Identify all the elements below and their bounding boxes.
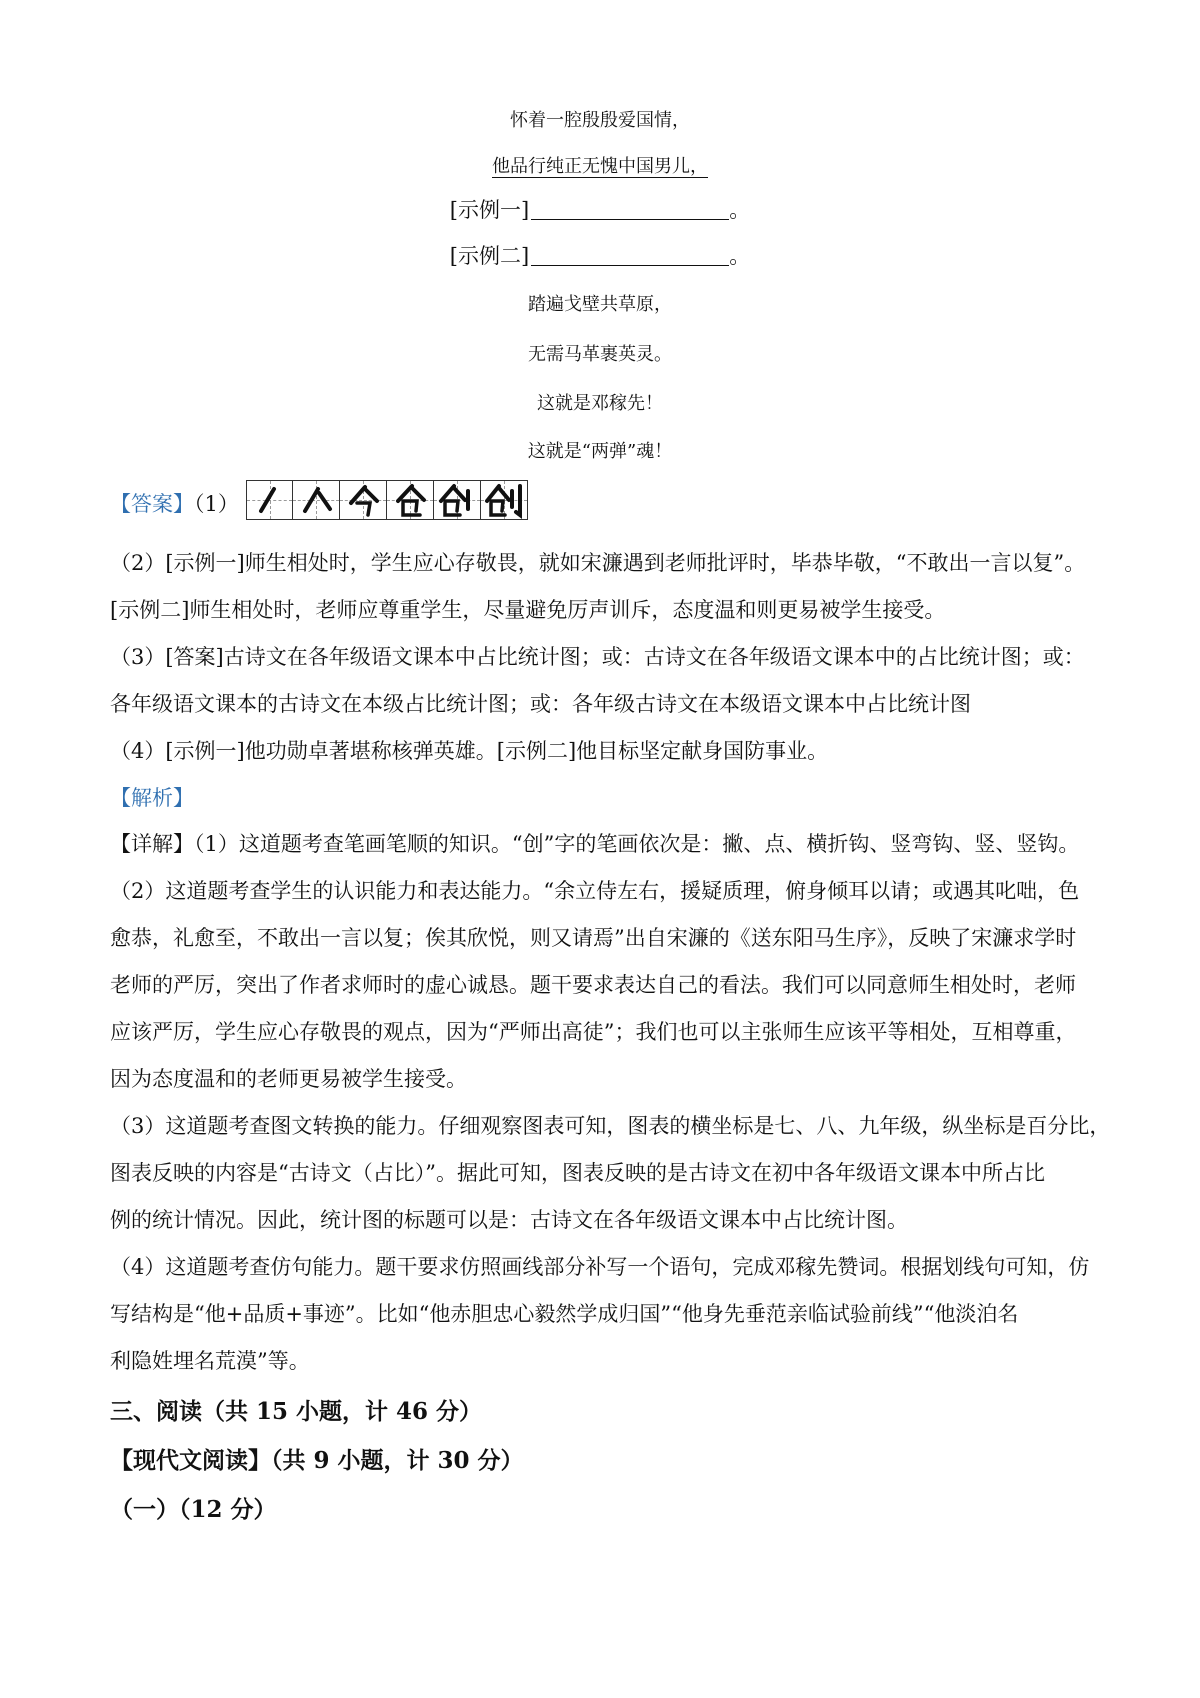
example-two-blank xyxy=(531,245,729,266)
stroke-step-6 xyxy=(481,480,528,520)
poem-line-2 xyxy=(0,152,1200,178)
example-two-label: [示例二] xyxy=(449,244,530,268)
example-one-label: [示例一] xyxy=(449,198,530,222)
answer-q3-a: （3）[答案]古诗文在各年级语文课本中占比统计图；或：古诗文在各年级语文课本中的占比统计图；或： xyxy=(110,645,1085,669)
stroke-step-4 xyxy=(387,480,434,520)
example-two-end: 。 xyxy=(729,244,751,268)
stroke-step-2 xyxy=(293,480,340,520)
analysis-p4-line: （4）这道题考查仿句能力。题干要求仿照画线部分补写一个语句，完成邓稼先赞词。根据划线句可知，仿 xyxy=(110,1255,1090,1279)
stroke-step-1 xyxy=(246,480,293,520)
section-subtitle: 【现代文阅读】（共 9 小题，计 30 分） xyxy=(110,1447,524,1474)
answer-q1 xyxy=(110,488,239,518)
section-title: 三、阅读（共 15 小题，计 46 分） xyxy=(110,1398,483,1425)
answer-label: 【答案】 xyxy=(110,492,194,516)
analysis-label: 【解析】 xyxy=(110,786,194,810)
section-part: （一）（12 分） xyxy=(110,1496,277,1523)
answer-q2-a: （2）[示例一]师生相处时，学生应心存敬畏，就如宋濂遇到老师批评时，毕恭毕敬，“不敢出一言以复”。 xyxy=(110,551,1086,575)
analysis-p2-line: 应该严厉，学生应心存敬畏的观点，因为“严师出高徒”；我们也可以主张师生应该平等相处，互相尊重， xyxy=(110,1020,1077,1044)
detail-label: 【详解】 xyxy=(110,832,194,856)
analysis-p2-line: 老师的严厉，突出了作者求师时的虚心诚恳。题干要求表达自己的看法。我们可以同意师生相处时，老师 xyxy=(110,973,1076,997)
answer-q3-b: 各年级语文课本的古诗文在本级占比统计图；或：各年级古诗文在本级语文课本中占比统计图 xyxy=(110,692,971,716)
analysis-p1 xyxy=(110,828,1079,858)
poem-line-6: 这就是“两弹”魂！ xyxy=(527,441,673,462)
poem-line-3: 踏遍戈壁共草原， xyxy=(528,294,672,315)
answer-q2-b: [示例二]师生相处时，老师应尊重学生，尽量避免厉声训斥，态度温和则更易被学生接受。 xyxy=(110,598,946,622)
poem-underlined-line: 他品行纯正无愧中国男儿， xyxy=(492,156,708,177)
stroke-step-3 xyxy=(340,480,387,520)
analysis-p2-line: （2）这道题考查学生的认识能力和表达能力。“余立侍左右，援疑质理，俯身倾耳以请；或遇其叱咄，色 xyxy=(110,879,1080,903)
analysis-p1-text: （1）这道题考查笔画笔顺的知识。“创”字的笔画依次是：撇、点、横折钩、竖弯钩、竖、竖钩。 xyxy=(194,832,1080,856)
example-one-blank xyxy=(531,199,729,220)
stroke-order-chuang-icon xyxy=(246,480,528,520)
poem-line-4: 无需马革裹英灵。 xyxy=(528,344,672,365)
answer-q4: （4）[示例一]他功勋卓著堪称核弹英雄。[示例二]他目标坚定献身国防事业。 xyxy=(110,739,829,763)
stroke-step-5 xyxy=(434,480,481,520)
analysis-p4-line: 写结构是“他+品质+事迹”。比如“他赤胆忠心毅然学成归国”“他身先垂范亲临试验前线”“他淡泊名 xyxy=(110,1302,1019,1326)
example-one-end: 。 xyxy=(729,198,751,222)
example-one-line xyxy=(0,194,1200,224)
analysis-p2-line: 因为态度温和的老师更易被学生接受。 xyxy=(110,1067,467,1091)
poem-line-1: 怀着一腔殷殷爱国情， xyxy=(510,110,690,131)
analysis-p3-line: 图表反映的内容是“古诗文（占比）”。据此可知，图表反映的是古诗文在初中各年级语文课本中所占比 xyxy=(110,1161,1045,1185)
analysis-p4-line: 利隐姓埋名荒漠”等。 xyxy=(110,1349,310,1373)
answer-q1-number: （1） xyxy=(194,492,239,516)
example-two-line xyxy=(0,240,1200,270)
poem-line-5: 这就是邓稼先！ xyxy=(537,393,663,414)
analysis-p2-line: 愈恭，礼愈至，不敢出一言以复；俟其欣悦，则又请焉”出自宋濂的《送东阳马生序》，反映了宋濂求学时 xyxy=(110,926,1077,950)
analysis-p3-line: （3）这道题考查图文转换的能力。仔细观察图表可知，图表的横坐标是七、八、九年级，纵坐标是百分比， xyxy=(110,1114,1111,1138)
analysis-p3-line: 例的统计情况。因此，统计图的标题可以是：古诗文在各年级语文课本中占比统计图。 xyxy=(110,1208,908,1232)
